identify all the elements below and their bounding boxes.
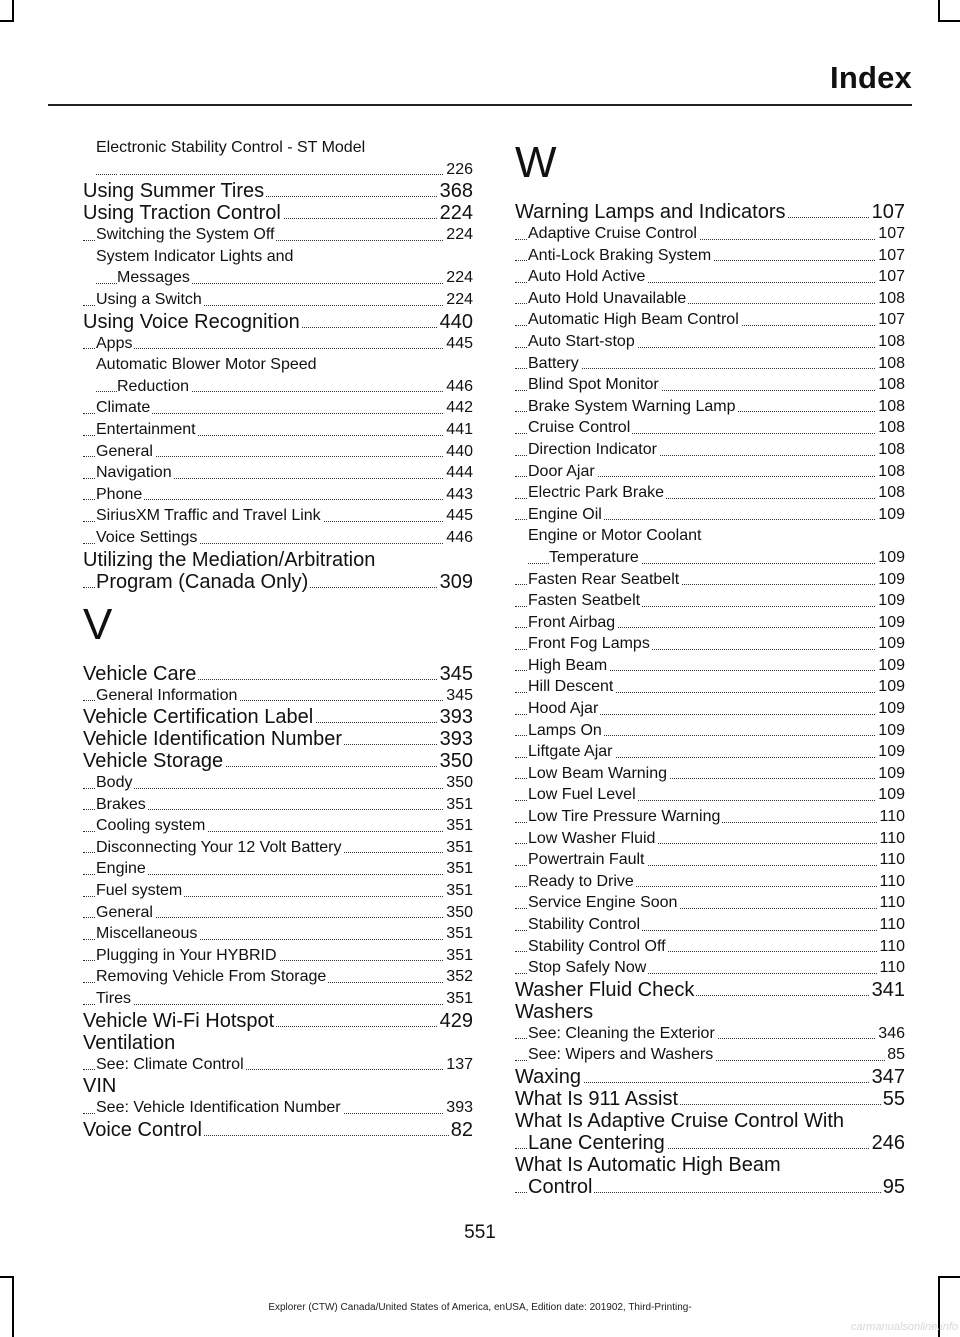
entry-page-number: 108 bbox=[876, 331, 905, 353]
index-subentry[interactable] bbox=[83, 880, 473, 902]
entry-page-number: 341 bbox=[871, 978, 905, 1001]
index-entry[interactable] bbox=[83, 663, 473, 685]
index-subentry[interactable] bbox=[515, 504, 905, 526]
entry-text: Stop Safely Now bbox=[528, 959, 647, 977]
entry-page-number: 429 bbox=[439, 1009, 473, 1032]
entry-text-continued: Lane Centering bbox=[528, 1131, 665, 1154]
index-entry[interactable] bbox=[83, 549, 473, 593]
entry-page-number: 352 bbox=[444, 966, 473, 988]
entry-page-number: 107 bbox=[876, 266, 905, 288]
entry-page-number: 350 bbox=[444, 902, 473, 924]
index-entry[interactable] bbox=[83, 1119, 473, 1141]
entry-page-number: 110 bbox=[877, 936, 905, 958]
index-entry[interactable] bbox=[515, 1154, 905, 1198]
entry-page-number: 109 bbox=[876, 547, 905, 569]
entry-text: Phone bbox=[96, 485, 143, 503]
entry-text-continued: Messages bbox=[117, 269, 190, 287]
entry-page-number: 350 bbox=[444, 772, 473, 794]
entry-text: Powertrain Fault bbox=[528, 851, 645, 869]
entry-text: Using Voice Recognition bbox=[83, 310, 300, 333]
entry-text: Low Beam Warning bbox=[528, 764, 668, 782]
entry-continuation bbox=[96, 267, 473, 289]
entry-page-number: 109 bbox=[876, 741, 905, 763]
entry-text: Low Fuel Level bbox=[528, 786, 636, 804]
entry-text: Using Summer Tires bbox=[83, 180, 265, 203]
entry-text: Engine or Motor Coolant bbox=[528, 527, 702, 545]
entry-text: Hill Descent bbox=[528, 678, 614, 696]
index-subentry[interactable] bbox=[83, 137, 473, 180]
entry-page-number: 368 bbox=[439, 180, 473, 203]
index-subentry[interactable] bbox=[515, 482, 905, 504]
entry-page-number: 110 bbox=[877, 871, 905, 893]
index-subentry[interactable] bbox=[83, 419, 473, 441]
entry-text: What Is Adaptive Cruise Control With bbox=[515, 1109, 845, 1132]
entry-continuation bbox=[96, 159, 473, 181]
entry-page-number: 351 bbox=[444, 945, 473, 967]
entry-text-continued: Temperature bbox=[549, 548, 639, 566]
entry-text: Engine bbox=[96, 860, 146, 878]
entry-page-number: 345 bbox=[444, 685, 473, 707]
index-subentry[interactable] bbox=[515, 439, 905, 461]
entry-page-number: 110 bbox=[877, 892, 905, 914]
index-entry[interactable] bbox=[83, 202, 473, 224]
entry-page-number: 110 bbox=[877, 957, 905, 979]
page-title: Index bbox=[830, 60, 912, 95]
entry-page-number: 226 bbox=[444, 159, 473, 181]
entry-text: Climate bbox=[96, 399, 151, 417]
entry-text: Low Washer Fluid bbox=[528, 829, 656, 847]
entry-page-number: 109 bbox=[876, 763, 905, 785]
index-subentry[interactable] bbox=[83, 685, 473, 707]
entry-page-number: 107 bbox=[876, 245, 905, 267]
index-subentry[interactable] bbox=[515, 288, 905, 310]
entry-text: Liftgate Ajar bbox=[528, 743, 613, 761]
entry-page-number: 393 bbox=[439, 728, 473, 751]
entry-text: Front Fog Lamps bbox=[528, 635, 650, 653]
entry-page-number: 107 bbox=[871, 201, 905, 223]
entry-text: Voice Settings bbox=[96, 528, 198, 546]
index-subentry[interactable] bbox=[515, 612, 905, 634]
index-subentry[interactable] bbox=[515, 1023, 905, 1045]
entry-page-number: 444 bbox=[444, 462, 473, 484]
entry-page-number: 95 bbox=[882, 1175, 905, 1198]
entry-page-number: 108 bbox=[876, 396, 905, 418]
entry-text: Auto Hold Active bbox=[528, 268, 646, 286]
entry-page-number: 351 bbox=[444, 794, 473, 816]
entry-text: Service Engine Soon bbox=[528, 894, 678, 912]
entry-text: See: Climate Control bbox=[96, 1055, 244, 1073]
entry-page-number: 446 bbox=[444, 527, 473, 549]
entry-page-number: 224 bbox=[444, 224, 473, 246]
watermark: carmanualsonline.info bbox=[850, 1321, 958, 1333]
entry-text: Ready to Drive bbox=[528, 872, 634, 890]
entry-page-number: 446 bbox=[444, 376, 473, 398]
index-subentry[interactable] bbox=[83, 945, 473, 967]
entry-text: Miscellaneous bbox=[96, 925, 198, 943]
entry-text: Automatic Blower Motor Speed bbox=[96, 356, 317, 374]
entry-continuation bbox=[96, 376, 473, 398]
index-subentry[interactable] bbox=[515, 1044, 905, 1066]
entry-text: Stability Control bbox=[528, 916, 641, 933]
publication-footer: Explorer (CTW) Canada/United States of America, enUSA, Edition date: 201902, Third-Printing- bbox=[268, 1302, 692, 1313]
entry-text: See: Cleaning the Exterior bbox=[528, 1024, 715, 1042]
index-subentry[interactable] bbox=[515, 914, 905, 936]
entry-text: Low Tire Pressure Warning bbox=[528, 808, 721, 826]
entry-text: Fasten Seatbelt bbox=[528, 592, 641, 610]
entry-text: System Indicator Lights and bbox=[96, 247, 294, 265]
entry-page-number: 440 bbox=[444, 441, 473, 463]
entry-page-number: 85 bbox=[885, 1044, 905, 1066]
entry-text: Hood Ajar bbox=[528, 700, 599, 718]
index-subentry[interactable] bbox=[515, 374, 905, 396]
entry-text: Vehicle Identification Number bbox=[83, 728, 343, 751]
index-subentry[interactable] bbox=[515, 806, 905, 828]
entry-page-number: 109 bbox=[876, 784, 905, 806]
index-entry[interactable] bbox=[515, 1088, 905, 1110]
index-entry[interactable] bbox=[515, 201, 905, 223]
index-subentry[interactable] bbox=[515, 655, 905, 677]
entry-page-number: 345 bbox=[439, 662, 473, 685]
entry-continuation bbox=[528, 547, 905, 569]
index-subentry[interactable] bbox=[83, 1054, 473, 1076]
entry-text: Plugging in Your HYBRID bbox=[96, 946, 277, 964]
entry-text: Navigation bbox=[96, 464, 172, 482]
entry-text: Waxing bbox=[515, 1065, 581, 1088]
index-subentry[interactable] bbox=[515, 461, 905, 483]
index-subentry[interactable] bbox=[515, 309, 905, 331]
entry-page-number: 109 bbox=[876, 504, 905, 526]
entry-text: Tires bbox=[96, 990, 131, 1008]
entry-text: Anti-Lock Braking System bbox=[528, 246, 712, 264]
entry-text: Removing Vehicle From Storage bbox=[96, 968, 327, 986]
entry-page-number: 107 bbox=[876, 309, 905, 331]
entry-page-number: 108 bbox=[876, 482, 905, 504]
index-entry[interactable] bbox=[83, 728, 473, 750]
entry-page-number: 347 bbox=[871, 1065, 905, 1088]
index-subentry[interactable] bbox=[515, 525, 905, 568]
index-entry[interactable] bbox=[515, 1110, 905, 1154]
entry-text-continued: Reduction bbox=[117, 377, 190, 395]
entry-page-number: 351 bbox=[444, 988, 473, 1010]
entry-page-number: 108 bbox=[876, 417, 905, 439]
entry-text-continued: Control bbox=[528, 1175, 593, 1198]
index-subentry[interactable] bbox=[83, 462, 473, 484]
entry-text: General Information bbox=[96, 686, 238, 704]
index-subentry[interactable] bbox=[83, 923, 473, 945]
index-subentry[interactable] bbox=[515, 417, 905, 439]
entry-page-number: 346 bbox=[876, 1023, 905, 1045]
entry-page-number: 110 bbox=[877, 849, 905, 871]
entry-text: Electric Park Brake bbox=[528, 484, 665, 502]
entry-page-number: 108 bbox=[876, 353, 905, 375]
entry-page-number: 109 bbox=[876, 676, 905, 698]
entry-page-number: 351 bbox=[444, 815, 473, 837]
index-entry[interactable] bbox=[515, 979, 905, 1001]
entry-continuation bbox=[83, 571, 473, 593]
entry-text: Disconnecting Your 12 Volt Battery bbox=[96, 838, 342, 856]
index-subentry[interactable] bbox=[515, 957, 905, 979]
entry-text: Voice Control bbox=[83, 1118, 202, 1141]
index-subentry[interactable] bbox=[515, 266, 905, 288]
entry-page-number: 109 bbox=[876, 655, 905, 677]
index-entry[interactable] bbox=[515, 1066, 905, 1088]
index-subentry[interactable] bbox=[515, 871, 905, 893]
entry-text: Cruise Control bbox=[528, 419, 631, 437]
entry-page-number: 110 bbox=[877, 828, 905, 850]
entry-page-number: 108 bbox=[876, 288, 905, 310]
index-subentry[interactable] bbox=[515, 396, 905, 418]
entry-text: What Is 911 Assist bbox=[515, 1087, 679, 1110]
entry-text: High Beam bbox=[528, 656, 608, 674]
entry-page-number: 110 bbox=[877, 806, 905, 828]
index-subentry[interactable] bbox=[515, 828, 905, 850]
entry-text: Engine Oil bbox=[528, 505, 602, 523]
index-entry[interactable] bbox=[83, 311, 473, 333]
index-entry[interactable] bbox=[83, 1010, 473, 1032]
entry-text: Switching the System Off bbox=[96, 226, 275, 244]
entry-text: Fasten Rear Seatbelt bbox=[528, 570, 680, 588]
index-subentry[interactable] bbox=[515, 353, 905, 375]
index-subentry[interactable] bbox=[83, 224, 473, 246]
index-subentry[interactable] bbox=[515, 245, 905, 267]
entry-text: Brakes bbox=[96, 795, 146, 813]
index-subentry[interactable] bbox=[83, 289, 473, 311]
index-subentry[interactable] bbox=[83, 988, 473, 1010]
index-subentry[interactable] bbox=[83, 397, 473, 419]
entry-text: Vehicle Wi-Fi Hotspot bbox=[83, 1009, 275, 1032]
entry-page-number: 107 bbox=[876, 223, 905, 245]
index-subentry[interactable] bbox=[515, 331, 905, 353]
entry-page-number: 109 bbox=[876, 590, 905, 612]
index-subentry[interactable] bbox=[515, 720, 905, 742]
index-subentry[interactable] bbox=[515, 223, 905, 245]
index-subentry[interactable] bbox=[515, 676, 905, 698]
index-subentry[interactable] bbox=[83, 246, 473, 289]
entry-continuation bbox=[515, 1132, 905, 1154]
index-subentry[interactable] bbox=[83, 333, 473, 355]
entry-text: Blind Spot Monitor bbox=[528, 376, 659, 394]
entry-text: Using Traction Control bbox=[83, 202, 281, 225]
entry-page-number: 109 bbox=[876, 569, 905, 591]
index-subentry[interactable] bbox=[83, 815, 473, 837]
index-subentry[interactable] bbox=[83, 966, 473, 988]
entry-page-number: 109 bbox=[876, 612, 905, 634]
entry-text: Vehicle Storage bbox=[83, 750, 224, 773]
entry-page-number: 351 bbox=[444, 837, 473, 859]
section-letter-w: W bbox=[515, 138, 557, 187]
entry-text: Vehicle Certification Label bbox=[83, 706, 314, 729]
entry-text: SiriusXM Traffic and Travel Link bbox=[96, 507, 321, 525]
index-subentry[interactable] bbox=[515, 784, 905, 806]
index-subentry[interactable] bbox=[515, 849, 905, 871]
index-column-left bbox=[83, 137, 473, 1141]
entry-page-number: 246 bbox=[871, 1131, 905, 1154]
index-subentry[interactable] bbox=[515, 936, 905, 958]
entry-page-number: 108 bbox=[876, 374, 905, 396]
index-subentry[interactable] bbox=[515, 590, 905, 612]
entry-text: Automatic High Beam Control bbox=[528, 311, 739, 329]
index-subentry[interactable] bbox=[83, 837, 473, 859]
entry-page-number: 224 bbox=[444, 289, 473, 311]
entry-text: Apps bbox=[96, 334, 133, 352]
entry-text: Lamps On bbox=[528, 721, 602, 739]
entry-text: Brake System Warning Lamp bbox=[528, 397, 736, 415]
index-subentry[interactable] bbox=[83, 527, 473, 549]
entry-text: Warning Lamps and Indicators bbox=[515, 201, 786, 223]
index-heading: VIN bbox=[83, 1075, 117, 1098]
index-subentry[interactable] bbox=[83, 1097, 473, 1119]
entry-page-number: 109 bbox=[876, 698, 905, 720]
index-subentry[interactable] bbox=[515, 698, 905, 720]
index-entry[interactable] bbox=[83, 750, 473, 772]
entry-page-number: 137 bbox=[444, 1054, 473, 1076]
index-heading: Ventilation bbox=[83, 1031, 176, 1054]
entry-page-number: 108 bbox=[876, 461, 905, 483]
entry-page-number: 224 bbox=[439, 202, 473, 225]
index-subentry[interactable] bbox=[83, 858, 473, 880]
entry-page-number: 351 bbox=[444, 880, 473, 902]
index-entry[interactable] bbox=[83, 706, 473, 728]
entry-text: Battery bbox=[528, 354, 579, 372]
index-subentry[interactable] bbox=[83, 505, 473, 527]
entry-text: Body bbox=[96, 774, 133, 792]
index-subentry[interactable] bbox=[83, 772, 473, 794]
index-subentry[interactable] bbox=[83, 441, 473, 463]
index-subentry[interactable] bbox=[515, 892, 905, 914]
entry-text: Adaptive Cruise Control bbox=[528, 225, 697, 242]
index-subentry[interactable] bbox=[515, 633, 905, 655]
entry-text: Fuel system bbox=[96, 882, 183, 900]
entry-text: General bbox=[96, 903, 153, 921]
section-letter-v: V bbox=[83, 599, 113, 649]
entry-text: Auto Hold Unavailable bbox=[528, 289, 687, 307]
entry-page-number: 393 bbox=[439, 706, 473, 729]
entry-text: Entertainment bbox=[96, 420, 196, 438]
index-column-right bbox=[515, 137, 905, 1198]
entry-page-number: 393 bbox=[444, 1097, 473, 1119]
entry-page-number: 440 bbox=[439, 310, 473, 333]
index-subentry[interactable] bbox=[83, 354, 473, 397]
index-subentry[interactable] bbox=[83, 794, 473, 816]
entry-page-number: 442 bbox=[444, 397, 473, 419]
entry-page-number: 445 bbox=[444, 333, 473, 355]
entry-text: See: Wipers and Washers bbox=[528, 1046, 714, 1064]
entry-page-number: 351 bbox=[444, 923, 473, 945]
entry-page-number: 441 bbox=[444, 419, 473, 441]
entry-page-number: 445 bbox=[444, 505, 473, 527]
entry-page-number: 82 bbox=[450, 1118, 473, 1141]
page-number: 551 bbox=[464, 1222, 496, 1243]
entry-text: Electronic Stability Control - ST Model bbox=[96, 139, 366, 156]
entry-page-number: 55 bbox=[882, 1087, 905, 1110]
entry-text: Washer Fluid Check bbox=[515, 978, 695, 1001]
entry-page-number: 109 bbox=[876, 633, 905, 655]
entry-text: Utilizing the Mediation/Arbitration bbox=[83, 548, 376, 571]
entry-text: Stability Control Off bbox=[528, 937, 666, 955]
entry-text: Front Airbag bbox=[528, 613, 616, 631]
entry-text: Door Ajar bbox=[528, 462, 595, 480]
entry-text: Cooling system bbox=[96, 817, 206, 835]
index-subentry[interactable] bbox=[515, 741, 905, 763]
entry-text-continued: Program (Canada Only) bbox=[96, 570, 309, 593]
entry-page-number: 350 bbox=[439, 750, 473, 773]
entry-page-number: 108 bbox=[876, 439, 905, 461]
index-entry[interactable] bbox=[83, 180, 473, 202]
entry-text: See: Vehicle Identification Number bbox=[96, 1099, 341, 1117]
header-divider bbox=[48, 104, 912, 106]
entry-page-number: 110 bbox=[877, 914, 905, 936]
index-subentry[interactable] bbox=[515, 763, 905, 785]
entry-page-number: 443 bbox=[444, 484, 473, 506]
entry-text: Using a Switch bbox=[96, 290, 202, 308]
entry-page-number: 351 bbox=[444, 858, 473, 880]
entry-text: What Is Automatic High Beam bbox=[515, 1153, 781, 1176]
index-subentry[interactable] bbox=[83, 484, 473, 506]
index-subentry[interactable] bbox=[515, 569, 905, 591]
entry-page-number: 224 bbox=[444, 267, 473, 289]
entry-continuation bbox=[515, 1176, 905, 1198]
index-heading: Washers bbox=[515, 1000, 594, 1023]
entry-text-continued bbox=[117, 161, 119, 178]
entry-text: General bbox=[96, 442, 153, 460]
index-subentry[interactable] bbox=[83, 902, 473, 924]
entry-page-number: 109 bbox=[876, 720, 905, 742]
entry-text: Auto Start-stop bbox=[528, 332, 635, 350]
entry-text: Direction Indicator bbox=[528, 440, 657, 458]
entry-text: Vehicle Care bbox=[83, 662, 197, 685]
entry-page-number: 309 bbox=[439, 570, 473, 593]
